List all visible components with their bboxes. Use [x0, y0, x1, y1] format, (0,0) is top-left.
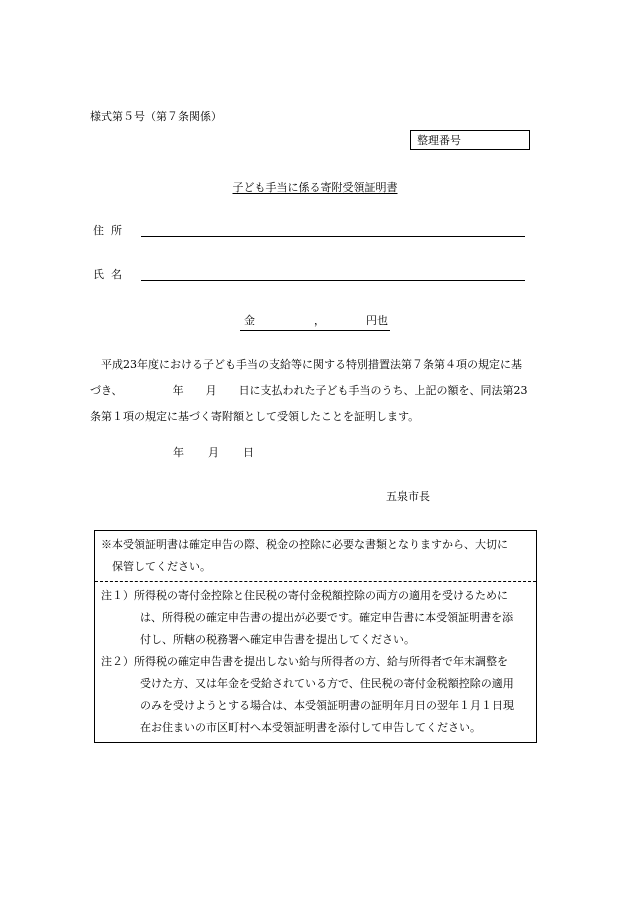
reference-number-label: 整理番号: [417, 134, 461, 147]
address-line: [141, 236, 525, 237]
notes-list: [95, 581, 536, 742]
amount-suffix: 円也: [366, 314, 388, 327]
note2-line-3: のみを受けようとする場合は、本受領証明書の証明年月日の翌年１月１日現: [140, 699, 514, 712]
amount-separator: ，: [314, 314, 325, 327]
address-label: 住所: [93, 224, 129, 237]
note1-line-1: 注１）所得税の寄付金控除と住民税の寄付金税額控除の両方の適用を受けるために: [101, 589, 508, 602]
body-line-2-day: 日に支払われた子ども手当のうち、上記の額を、同法第23: [238, 384, 528, 397]
body-line-2: [90, 378, 540, 404]
note2-line-2: 受けた方、又は年金を受給されている方で、住民税の寄付金税額控除の適用: [140, 677, 514, 690]
issue-date: [173, 446, 254, 460]
notes-main-line-2: 保管してください。: [112, 560, 211, 573]
issue-date-day: 日: [243, 446, 254, 459]
certification-text: [90, 352, 540, 430]
amount-prefix: 金: [244, 314, 255, 327]
notes-main: [95, 531, 536, 581]
document-title-text: 子ども手当に係る寄附受領証明書: [232, 181, 398, 194]
note2-line-1: 注２）所得税の確定申告書を提出しない給与所得者の方、給与所得者で年末調整を: [101, 655, 508, 668]
note1-line-3: 付し、所轄の税務署へ確定申告書を提出してください。: [140, 633, 415, 646]
amount-line: [240, 314, 390, 331]
body-line-2-start: づき、: [90, 384, 123, 397]
body-line-1: 平成23年度における子ども手当の支給等に関する特別措置法第７条第４項の規定に基: [101, 358, 522, 371]
note1-line-2: は、所得税の確定申告書の提出が必要です。確定申告書に本受領証明書を添: [140, 611, 514, 624]
issue-date-year: 年: [173, 446, 184, 459]
note2-line-4: 在お住まいの市区町村へ本受領証明書を添付して申告してください。: [140, 721, 481, 734]
issue-date-month: 月: [208, 446, 219, 459]
body-line-3: 条第１項の規定に基づく寄附額として受領したことを証明します。: [90, 410, 420, 423]
issuer-title: 五泉市長: [386, 490, 430, 503]
reference-number-box: [410, 130, 530, 150]
document-title: [0, 181, 630, 195]
body-line-2-year: 年: [172, 384, 184, 397]
form-number: 様式第５号（第７条関係）: [90, 110, 222, 123]
notes-box: [94, 530, 537, 743]
name-label: 氏名: [93, 268, 129, 281]
notes-main-line-1: ※本受領証明書は確定申告の際、税金の控除に必要な書類となりますから、大切に: [101, 538, 508, 551]
body-line-2-month: 月: [205, 384, 217, 397]
name-line: [141, 280, 525, 281]
